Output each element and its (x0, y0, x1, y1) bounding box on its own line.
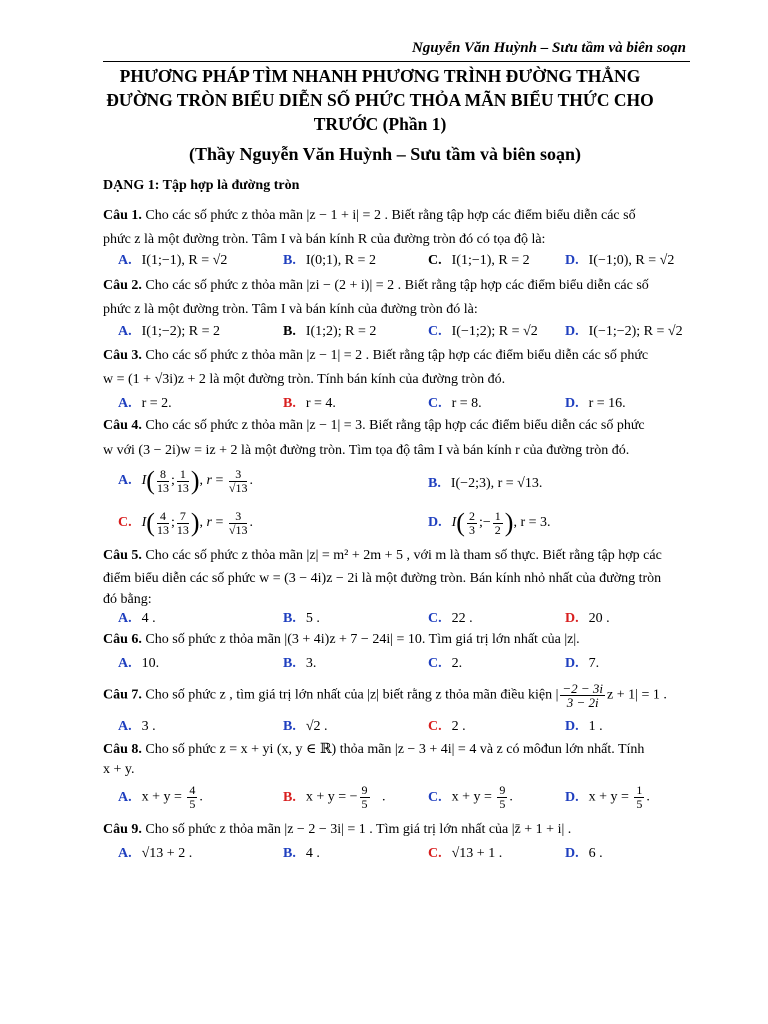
q2-line-2: phức z là một đường tròn. Tâm I và bán kính của đường tròn đó là: (103, 302, 478, 317)
q7-label: Câu 7. (103, 687, 142, 703)
page-header: Nguyễn Văn Huỳnh – Sưu tầm và biên soạn (411, 40, 686, 56)
q5-label: Câu 5. (103, 548, 142, 563)
q3-option-d: D. r = 16. (565, 396, 626, 411)
q8-option-d: D. x + y = $\frac{1}{5}$ . (565, 783, 650, 811)
q5-line-1: Câu 5. Cho các số phức z thỏa mãn |z| = m² + 2m + 5 , với m là tham số thực. Biết rằng tập hợp các (103, 548, 662, 563)
q1-option-b: B. I(0;1), R = 2 (283, 253, 376, 268)
q5-line-3: đó bằng: (103, 592, 152, 607)
q7-option-c: C. 2 . (428, 719, 466, 734)
q4-label: Câu 4. (103, 418, 142, 433)
q2-option-b: B. I(1;2); R = 2 (283, 324, 377, 339)
header-rule (103, 61, 690, 62)
q1-option-c: C. I(1;−1), R = 2 (428, 253, 530, 268)
q9-line-1: Câu 9. Cho số phức z thỏa mãn |z − 2 − 3i| = 1 . Tìm giá trị lớn nhất của |z̄ + 1 + i| . (103, 822, 572, 837)
title-line-1: PHƯƠNG PHÁP TÌM NHANH PHƯƠNG TRÌNH ĐƯỜNG THẲNG (119, 66, 641, 86)
q9-option-b: B. 4 . (283, 846, 320, 861)
q7-option-b: B. √2 . (283, 719, 328, 734)
q4-line-1: Câu 4. Cho các số phức z thỏa mãn |z − 1| = 3. Biết rằng tập hợp các điểm biểu diễn các số phức (103, 418, 645, 433)
q5-option-d: D. 20 . (565, 611, 610, 626)
q8-line-1: Câu 8. Cho số phức z = x + yi (x, y ∈ ℝ) thỏa mãn |z − 3 + 4i| = 4 và z có môđun lớn nhất. Tính (103, 742, 645, 757)
q1-option-d: D. I(−1;0), R = √2 (565, 253, 675, 268)
q4-option-d: D. I( $\frac{2}{3}$ ;− $\frac{1}{2}$ ), r = 3. (428, 508, 551, 537)
q6-line-1: Câu 6. Cho số phức z thỏa mãn |(3 + 4i)z + 7 − 24i| = 10. Tìm giá trị lớn nhất của |z|. (103, 632, 580, 647)
q9-option-d: D. 6 . (565, 846, 603, 861)
q4-option-b: B. I(−2;3), r = √13. (428, 476, 543, 491)
q8-line-2: x + y. (103, 762, 135, 777)
q1-option-a: A. I(1;−1), R = √2 (118, 253, 228, 268)
title-line-2: ĐƯỜNG TRÒN BIỂU DIỄN SỐ PHỨC THỎA MÃN BIỂU THỨC CHO (106, 90, 654, 110)
q5-option-a: A. 4 . (118, 611, 156, 626)
q4-option-c: C. I( $\frac{4}{13}$ ; $\frac{7}{13}$ ), r = $\frac{3}{√13}$ . (118, 508, 253, 537)
q9-option-a: A. √13 + 2 . (118, 846, 193, 861)
q3-option-a: A. r = 2. (118, 396, 172, 411)
q8-option-c: C. x + y = $\frac{9}{5}$ . (428, 783, 513, 811)
q8-option-b: B. x + y = − $\frac{9}{5}$ . (283, 783, 386, 811)
q2-option-a: A. I(1;−2); R = 2 (118, 324, 221, 339)
q2-option-c: C. I(−1;2); R = √2 (428, 324, 538, 339)
q6-option-b: B. 3. (283, 656, 317, 671)
q3-option-c: C. r = 8. (428, 396, 482, 411)
q2-line-1: Câu 2. Cho các số phức z thỏa mãn |zi − (2 + i)| = 2 . Biết rằng tập hợp các điểm biểu diễn các số (103, 278, 649, 293)
q7-option-a: A. 3 . (118, 719, 156, 734)
q4-line-2: w với (3 − 2i)w = iz + 2 là một đường tròn. Tìm tọa độ tâm I và bán kính r của đường tròn đó. (103, 443, 630, 458)
title-line-3: TRƯỚC (Phần 1) (313, 114, 447, 134)
q8-label: Câu 8. (103, 742, 142, 757)
q3-line-1: Câu 3. Cho các số phức z thỏa mãn |z − 1| = 2 . Biết rằng tập hợp các điểm biểu diễn các số phức (103, 348, 649, 363)
q5-line-2: điểm biểu diễn các số phức w = (3 − 4i)z − 2i là một đường tròn. Bán kính nhỏ nhất của đường tròn (103, 571, 662, 586)
q3-option-b: B. r = 4. (283, 396, 336, 411)
q9-label: Câu 9. (103, 822, 142, 837)
q7-option-d: D. 1 . (565, 719, 603, 734)
document-title (80, 64, 680, 136)
q4-option-a: A. I( $\frac{8}{13}$ ; $\frac{1}{13}$ ), r = $\frac{3}{√13}$ . (118, 466, 253, 495)
q8-option-a: A. x + y = $\frac{4}{5}$ . (118, 783, 203, 811)
q1-label: Câu 1. (103, 208, 142, 223)
q6-option-c: C. 2. (428, 656, 463, 671)
q6-option-d: D. 7. (565, 656, 600, 671)
section-heading: DẠNG 1: Tập hợp là đường tròn (103, 178, 300, 193)
q1-line-2: phức z là một đường tròn. Tâm I và bán kính R của đường tròn đó có tọa độ là: (103, 232, 546, 247)
q6-option-a: A. 10. (118, 656, 160, 671)
q1-line-1 (103, 208, 636, 224)
q5-option-c: C. 22 . (428, 611, 473, 626)
document-subtitle: (Thầy Nguyễn Văn Huỳnh – Sưu tầm và biên soạn) (188, 144, 582, 164)
q1-text-1: Cho các số phức z thỏa mãn |z − 1 + i| = 2 . Biết rằng tập hợp các điểm biểu diễn các số (145, 208, 636, 223)
q9-option-c: C. √13 + 1 . (428, 846, 503, 861)
q2-option-d: D. I(−1;−2); R = √2 (565, 324, 683, 339)
q2-label: Câu 2. (103, 278, 142, 293)
q3-line-2: w = (1 + √3i)z + 2 là một đường tròn. Tính bán kính của đường tròn đó. (103, 372, 506, 387)
q7-line-1: Câu 7. Cho số phức z , tìm giá trị lớn nhất của |z| biết rằng z thỏa mãn điều kiện | $\frac{-2 - 3i}{3 - 2i}$ z + 1| = 1 . (103, 681, 667, 710)
q5-option-b: B. 5 . (283, 611, 320, 626)
q3-label: Câu 3. (103, 348, 142, 363)
q6-label: Câu 6. (103, 632, 142, 647)
